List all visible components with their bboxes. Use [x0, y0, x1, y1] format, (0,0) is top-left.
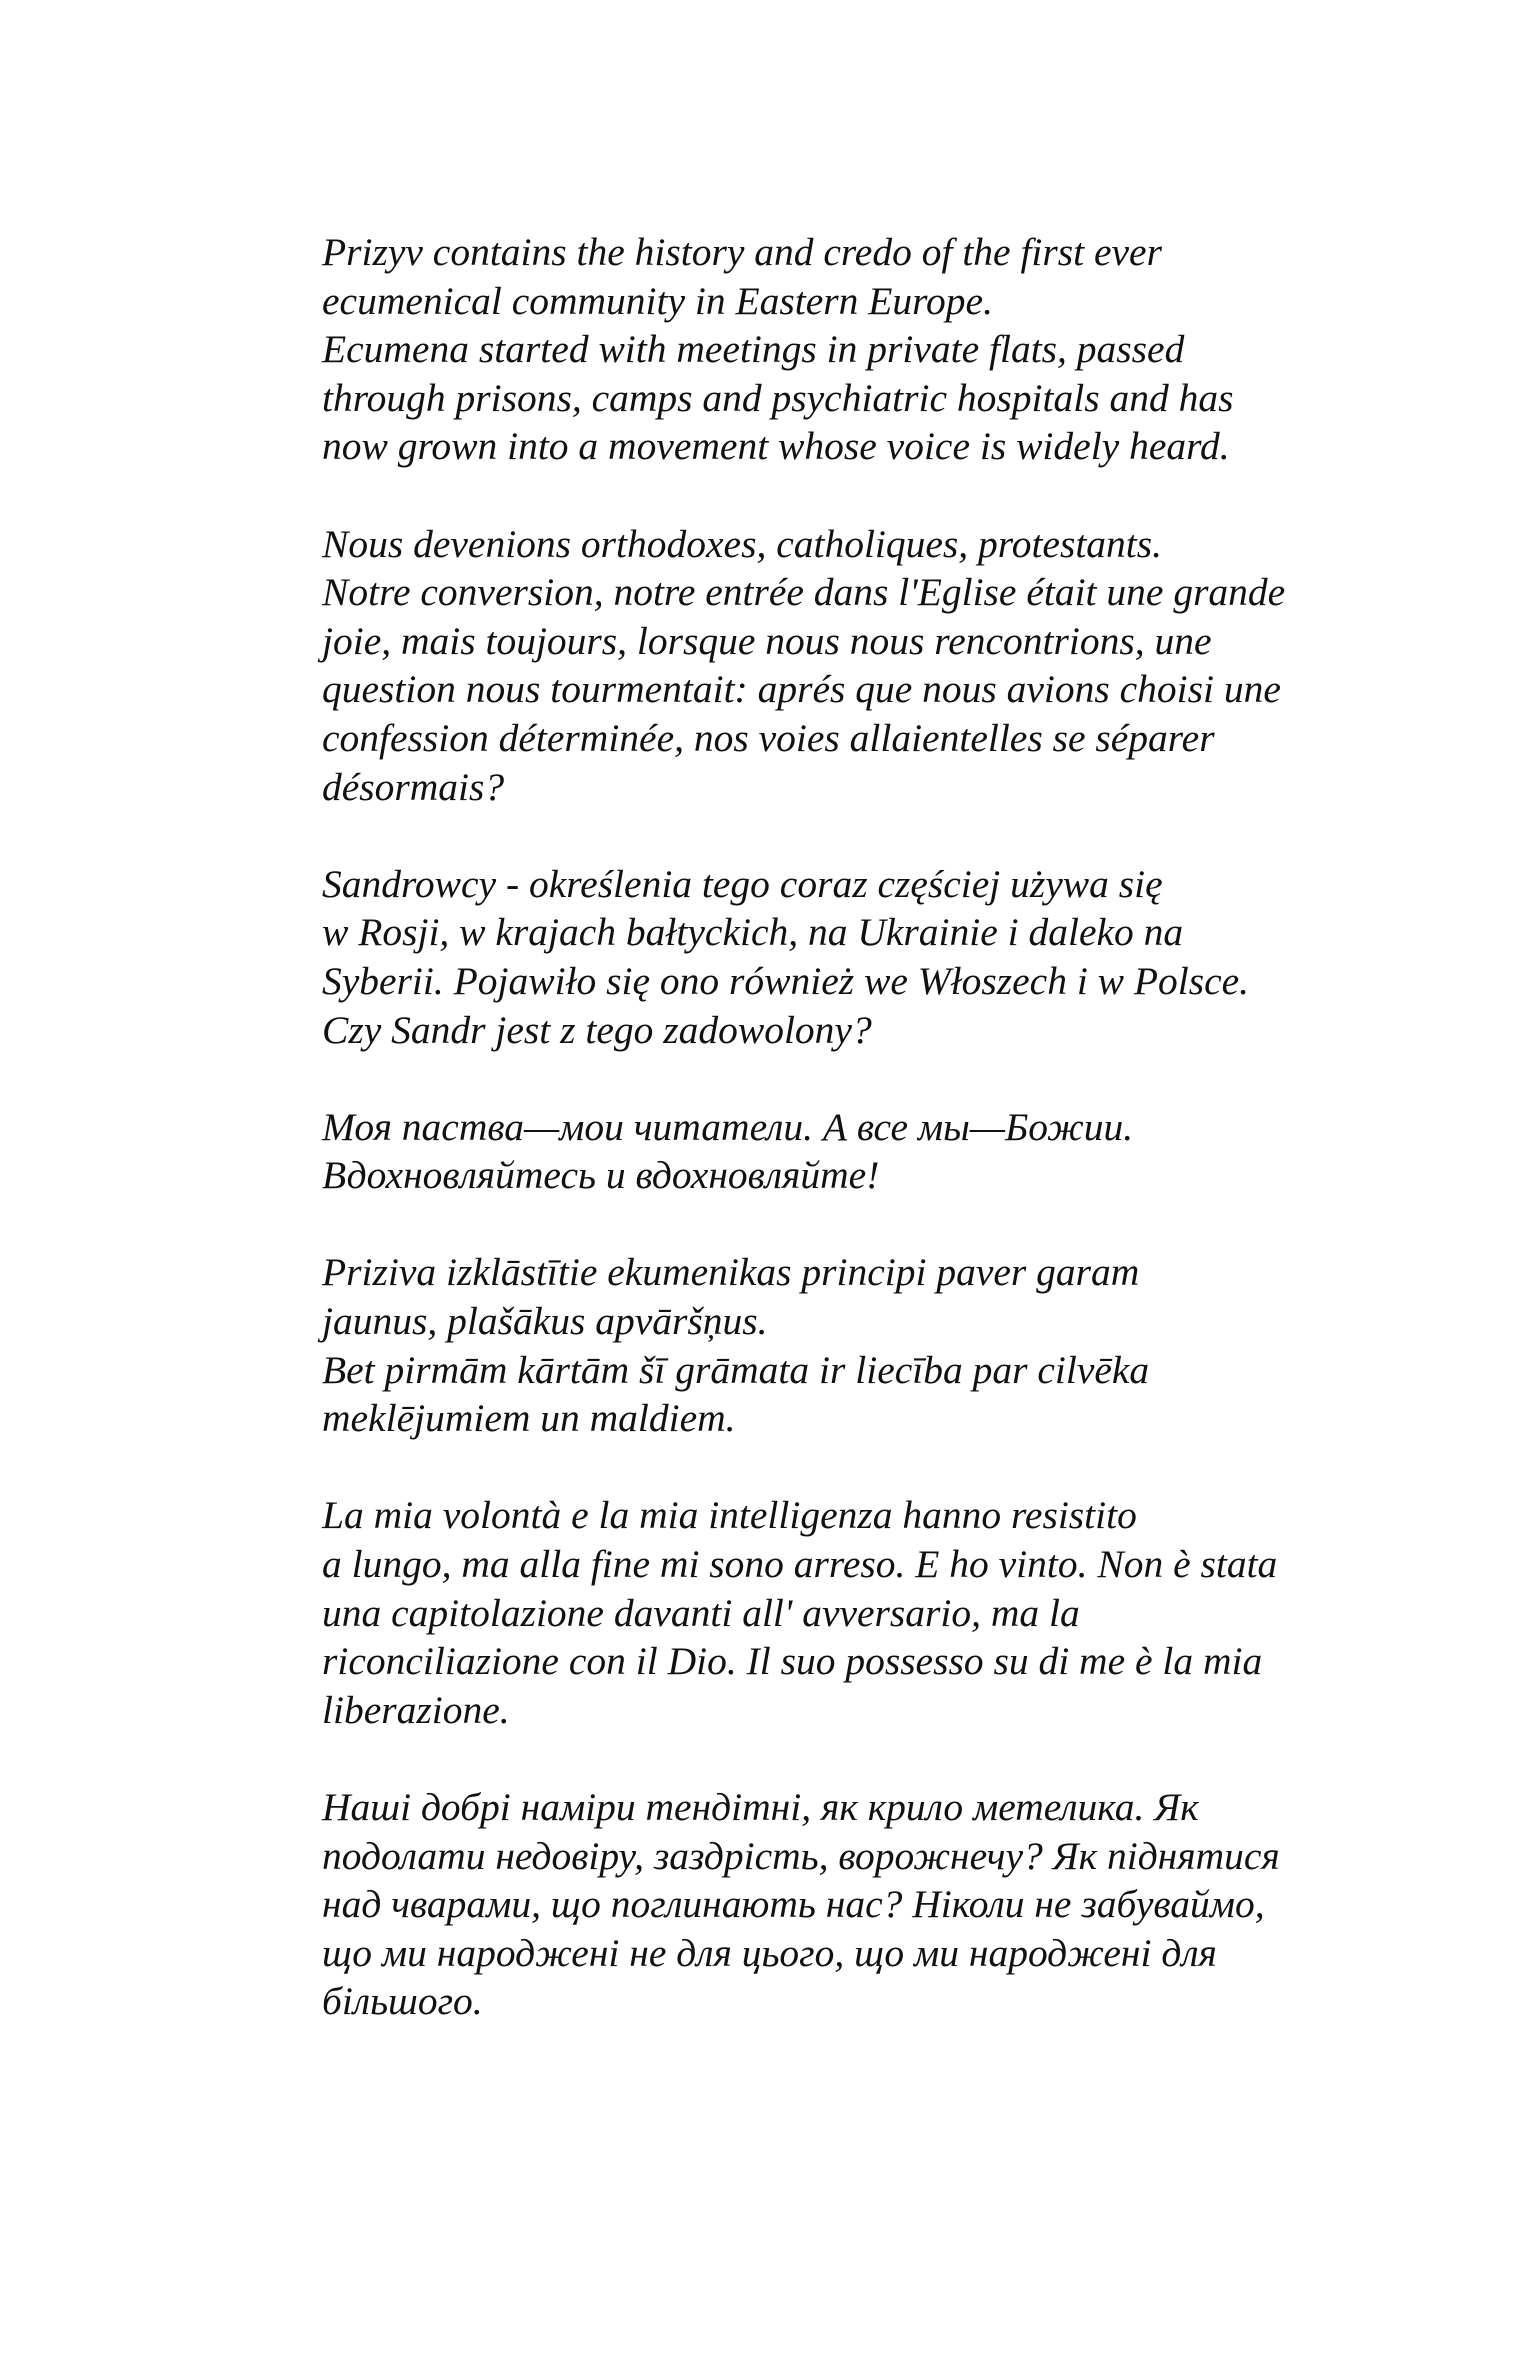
text-line: Вдохновляйтесь и вдохновляйте! [322, 1153, 880, 1198]
paragraph [240, 228, 1300, 325]
text-line: ecumenical community in Eastern Europe. [322, 278, 993, 323]
paragraph [240, 1006, 1300, 1055]
text-line: Наші добрі наміри тендітні, як крило метелика. Як [322, 1785, 1199, 1829]
text-line: Syberii. Pojawiło się ono również we Włoszech i w Polsce. [322, 958, 1250, 1003]
paragraph [240, 520, 1300, 812]
text-line: meklējumiem un maldiem. [322, 1396, 736, 1441]
text-line: La mia volontà e la mia intelligenza hanno resistito [322, 1493, 1137, 1538]
text-line: w Rosji, w krajach bałtyckich, na Ukrainie i daleko na [322, 910, 1184, 955]
text-line: Bet pirmām kārtām šī grāmata ir liecība par cilvēka [322, 1347, 1150, 1392]
paragraph [240, 1248, 1300, 1345]
text-line: що ми народжені не для цього, що ми народжені для [322, 1930, 1217, 1975]
text-line: Sandrowcy - określenia tego coraz częściej używa się [322, 861, 1163, 906]
text-line: a lungo, ma alla fine mi sono arreso. E ho vinto. Non è stata [322, 1542, 1278, 1587]
text-line: now grown into a movement whose voice is widely heard. [322, 424, 1230, 469]
text-line: Nous devenions orthodoxes, catholiques, protestants. [322, 521, 1163, 566]
paragraph [240, 1783, 1300, 2026]
text-line: riconciliazione con il Dio. Il suo possesso su di me è la mia [322, 1639, 1263, 1684]
quote-block-russian [240, 1103, 1300, 1200]
paragraph [240, 1491, 1300, 1734]
text-line: над чварами, що поглинають нас? Ніколи не забуваймо, [322, 1882, 1265, 1927]
quote-block-ukrainian [240, 1783, 1300, 2026]
text-line: jaunus, plašākus apvāršņus. [322, 1299, 768, 1344]
text-line: confession déterminée, nos voies allaientelles se séparer [322, 715, 1215, 760]
text-line: Моя паства—мои читатели. А все мы—Божии. [322, 1104, 1134, 1149]
text-line: подолати недовіру, заздрість, ворожнечу? Як піднятися [322, 1833, 1280, 1878]
text-line: Notre conversion, notre entrée dans l'Eglise était une grande [322, 570, 1286, 615]
paragraph [240, 1346, 1300, 1443]
paragraph [240, 1103, 1300, 1200]
quote-block-latvian [240, 1248, 1300, 1442]
quote-block-italian [240, 1491, 1300, 1734]
text-line: більшого. [322, 1979, 483, 2024]
text-line: Ecumena started with meetings in private flats, passed [322, 327, 1185, 372]
quote-block-english [240, 228, 1300, 471]
quote-block-polish [240, 860, 1300, 1054]
text-line: Priziva izklāstītie ekumenikas principi paver garam [322, 1250, 1140, 1295]
text-line: una capitolazione davanti all' avversario, ma la [322, 1590, 1080, 1635]
quote-block-french [240, 520, 1300, 812]
paragraph [240, 325, 1300, 471]
text-line: liberazione. [322, 1687, 510, 1732]
text-line: Prizyv contains the history and credo of the first ever [322, 230, 1162, 274]
text-line: désormais? [322, 764, 505, 809]
paragraph [240, 860, 1300, 1006]
page-body [240, 228, 1300, 2026]
text-line: through prisons, camps and psychiatric hospitals and has [322, 375, 1234, 420]
text-line: joie, mais toujours, lorsque nous nous rencontrions, une [322, 618, 1212, 663]
text-line: question nous tourmentait: aprés que nous avions choisi une [322, 667, 1281, 712]
text-line: Czy Sandr jest z tego zadowolony? [322, 1007, 872, 1052]
